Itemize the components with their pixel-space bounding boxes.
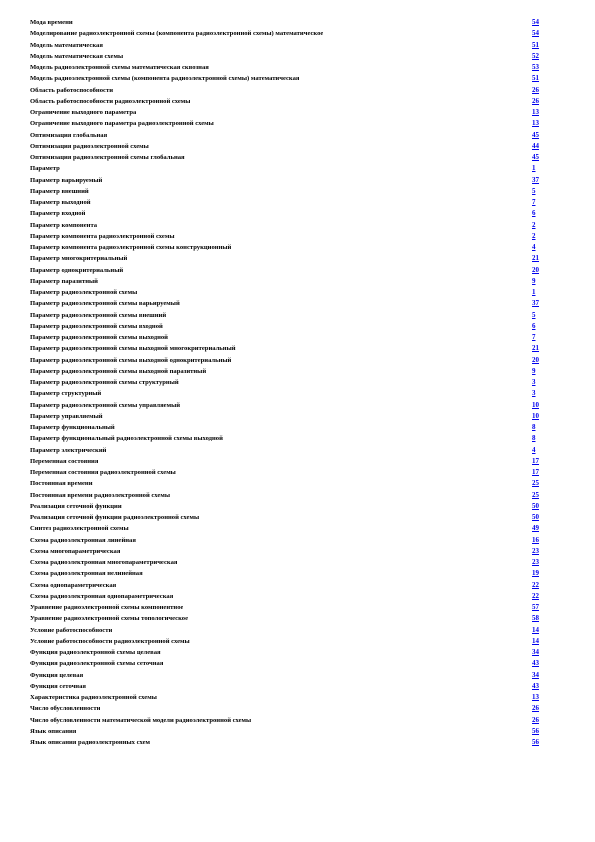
- index-page-link[interactable]: 6: [532, 209, 536, 218]
- index-entry: [30, 107, 546, 118]
- index-term: Параметр функциональный радиоэлектронной схемы выходной: [30, 435, 223, 443]
- index-term: Реализация сеточной функции: [30, 502, 122, 510]
- index-term: Параметр радиоэлектронной схемы входной: [30, 322, 163, 330]
- index-term: Переменная состояния радиоэлектронной схемы: [30, 469, 176, 476]
- index-page-link[interactable]: 26: [532, 96, 539, 105]
- index-page-link[interactable]: 21: [532, 344, 539, 353]
- index-term: Переменная состояния: [30, 457, 99, 465]
- index-entry: [30, 478, 546, 489]
- index-term: Язык описания: [30, 727, 77, 735]
- index-term: Функция радиоэлектронной схемы сеточная: [30, 660, 164, 668]
- index-entry: [30, 220, 546, 231]
- index-term: Схема однопараметрическая: [30, 581, 117, 589]
- index-page-link[interactable]: 16: [532, 535, 539, 544]
- index-entry: [30, 670, 546, 681]
- index-term: Число обусловленности математической модели радиоэлектронной схемы: [30, 716, 252, 724]
- index-page-link[interactable]: 26: [532, 704, 539, 713]
- index-entry: [30, 152, 546, 163]
- index-page-link[interactable]: 3: [532, 389, 536, 398]
- index-term: Функция радиоэлектронной схемы целевая: [30, 649, 161, 656]
- index-entry: [30, 332, 546, 343]
- index-term: Параметр функциональный: [30, 424, 115, 431]
- index-entry: [30, 692, 546, 703]
- index-page-link[interactable]: 56: [532, 726, 539, 735]
- index-page-link[interactable]: 2: [532, 231, 536, 240]
- index-term: Параметр внешний: [30, 187, 89, 195]
- index-entry: [30, 298, 546, 309]
- index-entry: [30, 377, 546, 388]
- index-term: Ограничение выходного параметра: [30, 109, 137, 116]
- index-page-link[interactable]: 13: [532, 693, 539, 701]
- index-page-link[interactable]: 58: [532, 614, 539, 623]
- index-entry: [30, 523, 546, 534]
- index-page-link[interactable]: 10: [532, 411, 539, 420]
- index-page-link[interactable]: 3: [532, 378, 536, 386]
- index-entry: [30, 433, 546, 444]
- index-term: Параметр входной: [30, 210, 86, 218]
- index-page-link[interactable]: 43: [532, 659, 539, 668]
- index-term: Реализация сеточной функции радиоэлектронной схемы: [30, 514, 200, 521]
- index-term: Параметр компонента радиоэлектронной схемы конструкционный: [30, 244, 232, 251]
- index-entry: [30, 580, 546, 591]
- subject-index: [30, 17, 546, 748]
- index-page-link[interactable]: 14: [532, 625, 539, 634]
- index-page-link[interactable]: 51: [532, 40, 539, 49]
- index-term: Постоянная времени: [30, 480, 93, 488]
- index-term: Область работоспособности радиоэлектронной схемы: [30, 97, 191, 105]
- index-entry: [30, 636, 546, 647]
- index-term: Параметр радиоэлектронной схемы внешний: [30, 311, 167, 319]
- index-entry: [30, 715, 546, 726]
- index-entry: [30, 726, 546, 737]
- index-entry: [30, 253, 546, 264]
- index-page-link[interactable]: 22: [532, 591, 539, 600]
- index-term: Параметр компонента радиоэлектронной схемы: [30, 232, 175, 240]
- index-page-link[interactable]: 5: [532, 186, 536, 195]
- index-entry: [30, 602, 546, 613]
- index-term: Параметр структурный: [30, 390, 102, 398]
- index-page-link[interactable]: 25: [532, 479, 539, 488]
- index-entry: [30, 613, 546, 624]
- index-page-link[interactable]: 17: [532, 456, 539, 465]
- index-page-link[interactable]: 19: [532, 569, 539, 578]
- index-entry: [30, 501, 546, 512]
- index-page-link[interactable]: 21: [532, 254, 539, 263]
- index-term: Мода времени: [30, 19, 73, 26]
- index-entry: [30, 647, 546, 658]
- index-page-link[interactable]: 51: [532, 74, 539, 83]
- index-page-link[interactable]: 9: [532, 366, 536, 375]
- index-term: Параметр радиоэлектронной схемы варьируемый: [30, 300, 180, 308]
- index-page-link[interactable]: 23: [532, 546, 539, 555]
- index-page-link[interactable]: 43: [532, 681, 539, 690]
- index-entry: [30, 276, 546, 287]
- index-page-link[interactable]: 13: [532, 108, 539, 116]
- index-page-link[interactable]: 54: [532, 29, 539, 38]
- index-page-link[interactable]: 22: [532, 580, 539, 589]
- index-entry: [30, 546, 546, 557]
- index-term: Модель математическая схемы: [30, 52, 124, 60]
- index-term: Область работоспособности: [30, 86, 113, 94]
- index-term: Модель радиоэлектронной схемы математическая сквозная: [30, 64, 209, 71]
- index-entry: [30, 568, 546, 579]
- index-page-link[interactable]: 26: [532, 85, 539, 94]
- index-term: Параметр выходной: [30, 199, 91, 206]
- index-page-link[interactable]: 37: [532, 175, 539, 184]
- index-entry: [30, 85, 546, 96]
- index-entry: [30, 73, 546, 84]
- index-entry: [30, 130, 546, 141]
- index-term: Параметр радиоэлектронной схемы выходной многокритериальный: [30, 345, 236, 353]
- index-entry: [30, 737, 546, 748]
- index-term: Параметр управляемый: [30, 412, 103, 420]
- index-page-link[interactable]: 8: [532, 423, 536, 431]
- index-term: Параметр радиоэлектронной схемы структурный: [30, 379, 179, 386]
- index-term: Схема радиоэлектронная многопараметрическая: [30, 559, 178, 566]
- index-entry: [30, 467, 546, 478]
- index-entry: [30, 242, 546, 253]
- index-entry: [30, 186, 546, 197]
- index-page-link[interactable]: 45: [532, 153, 539, 161]
- index-entry: [30, 40, 546, 51]
- index-term: Схема радиоэлектронная нелинейная: [30, 570, 143, 578]
- index-term: Постоянная времени радиоэлектронной схемы: [30, 491, 170, 499]
- index-page-link[interactable]: 52: [532, 51, 539, 60]
- index-term: Параметр радиоэлектронной схемы управляемый: [30, 401, 181, 409]
- index-page-link[interactable]: 8: [532, 434, 536, 443]
- index-entry: [30, 28, 546, 39]
- index-entry: [30, 591, 546, 602]
- index-entry: [30, 265, 546, 276]
- index-term: Схема многопараметрическая: [30, 547, 121, 555]
- index-entry: [30, 175, 546, 186]
- index-entry: [30, 62, 546, 73]
- index-page-link[interactable]: 26: [532, 715, 539, 724]
- index-entry: [30, 625, 546, 636]
- index-page-link[interactable]: 44: [532, 141, 539, 150]
- index-page-link[interactable]: 1: [532, 288, 536, 296]
- index-term: Число обусловленности: [30, 705, 101, 713]
- index-page-link[interactable]: 49: [532, 524, 539, 533]
- index-page-link[interactable]: 2: [532, 220, 536, 229]
- index-entry: [30, 321, 546, 332]
- index-term: Параметр радиоэлектронной схемы выходной паразитный: [30, 367, 207, 375]
- index-term: Схема радиоэлектронная однопараметрическая: [30, 592, 174, 600]
- index-entry: [30, 557, 546, 568]
- index-page-link[interactable]: 25: [532, 490, 539, 499]
- index-term: Функция целевая: [30, 671, 84, 679]
- index-entry: [30, 388, 546, 399]
- index-page-link[interactable]: 10: [532, 400, 539, 409]
- index-entry: [30, 703, 546, 714]
- index-page-link[interactable]: 56: [532, 738, 539, 746]
- index-entry: [30, 231, 546, 242]
- index-entry: [30, 197, 546, 208]
- index-page-link[interactable]: 45: [532, 130, 539, 139]
- index-entry: [30, 118, 546, 129]
- index-term: Язык описания радиоэлектронных схем: [30, 739, 151, 746]
- index-entry: [30, 96, 546, 107]
- index-term: Характеристика радиоэлектронной схемы: [30, 694, 157, 701]
- index-page-link[interactable]: 20: [532, 265, 539, 274]
- index-page-link[interactable]: 34: [532, 648, 539, 656]
- index-page-link[interactable]: 53: [532, 63, 539, 71]
- index-term: Моделирование радиоэлектронной схемы (компонента радиоэлектронной схемы) математическое: [30, 30, 324, 38]
- index-entry: [30, 141, 546, 152]
- index-term: Параметр паразитный: [30, 277, 98, 285]
- index-term: Параметр радиоэлектронной схемы: [30, 289, 138, 296]
- index-entry: [30, 51, 546, 62]
- index-page-link[interactable]: 13: [532, 119, 539, 128]
- index-term: Параметр: [30, 165, 60, 173]
- index-term: Параметр радиоэлектронной схемы выходной: [30, 334, 168, 341]
- index-term: Оптимизация радиоэлектронной схемы глобальная: [30, 154, 185, 161]
- index-page-link[interactable]: 54: [532, 18, 539, 26]
- index-page-link[interactable]: 6: [532, 321, 536, 330]
- index-term: Параметр однокритериальный: [30, 266, 124, 274]
- index-entry: [30, 512, 546, 523]
- index-page-link[interactable]: 4: [532, 243, 536, 251]
- index-entry: [30, 310, 546, 321]
- index-page-link[interactable]: 4: [532, 445, 536, 454]
- index-term: Условие работоспособности радиоэлектронной схемы: [30, 637, 190, 645]
- index-term: Уравнение радиоэлектронной схемы топологическое: [30, 615, 189, 623]
- index-page-link[interactable]: 50: [532, 513, 539, 521]
- index-term: Уравнение радиоэлектронной схемы компонентное: [30, 604, 184, 611]
- index-term: Параметр электрический: [30, 446, 107, 454]
- index-term: Оптимизация радиоэлектронной схемы: [30, 142, 149, 150]
- index-page-link[interactable]: 57: [532, 603, 539, 611]
- index-term: Оптимизация глобальная: [30, 131, 108, 139]
- index-page-link[interactable]: 17: [532, 468, 539, 476]
- index-term: Ограничение выходного параметра радиоэлектронной схемы: [30, 120, 214, 128]
- index-page-link[interactable]: 34: [532, 670, 539, 679]
- index-entry: [30, 355, 546, 366]
- index-entry: [30, 681, 546, 692]
- index-term: Схема радиоэлектронная линейная: [30, 536, 136, 544]
- index-page-link[interactable]: 50: [532, 501, 539, 510]
- index-term: Параметр варьируемый: [30, 176, 103, 184]
- index-entry: [30, 287, 546, 298]
- index-entry: [30, 366, 546, 377]
- index-entry: [30, 490, 546, 501]
- index-entry: [30, 208, 546, 219]
- index-page-link[interactable]: 1: [532, 164, 536, 173]
- index-entry: [30, 456, 546, 467]
- index-page-link[interactable]: 23: [532, 558, 539, 566]
- index-page-link[interactable]: 14: [532, 636, 539, 645]
- index-term: Условие работоспособности: [30, 626, 113, 634]
- index-entry: [30, 535, 546, 546]
- index-entry: [30, 411, 546, 422]
- index-term: Параметр многокритериальный: [30, 255, 128, 263]
- index-page-link[interactable]: 7: [532, 333, 536, 341]
- index-page-link[interactable]: 5: [532, 310, 536, 319]
- index-entry: [30, 343, 546, 354]
- index-entry: [30, 163, 546, 174]
- index-entry: [30, 445, 546, 456]
- index-page-link[interactable]: 9: [532, 276, 536, 285]
- index-page-link[interactable]: 7: [532, 198, 536, 206]
- index-term: Параметр компонента: [30, 221, 98, 229]
- index-page-link[interactable]: 20: [532, 355, 539, 364]
- index-entry: [30, 400, 546, 411]
- index-term: Модель математическая: [30, 41, 103, 49]
- index-page-link[interactable]: 37: [532, 299, 539, 308]
- index-term: Модель радиоэлектронной схемы (компонента радиоэлектронной схемы) математическая: [30, 75, 300, 83]
- index-term: Функция сеточная: [30, 682, 86, 690]
- index-term: Синтез радиоэлектронной схемы: [30, 525, 129, 533]
- index-entry: [30, 17, 546, 28]
- index-term: Параметр радиоэлектронной схемы выходной однокритериальный: [30, 356, 232, 364]
- index-entry: [30, 658, 546, 669]
- index-entry: [30, 422, 546, 433]
